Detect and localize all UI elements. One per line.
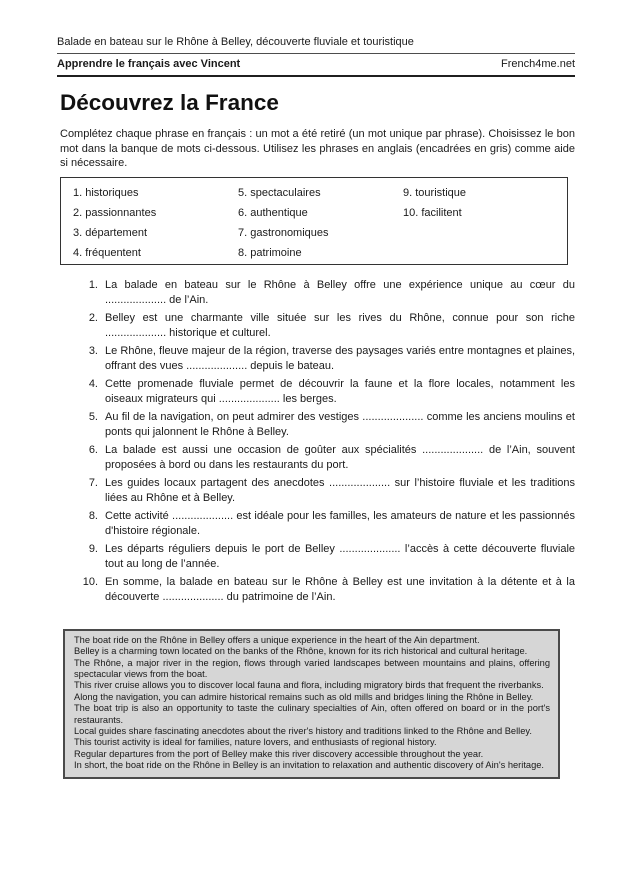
word-bank-item-number: 10. (403, 206, 419, 219)
word-bank-item (73, 187, 238, 199)
word-bank-item-number: 1. (73, 186, 83, 199)
exercise-item-text: En somme, la balade en bateau sur le Rhône à Belley est une invitation à la détente et à la découverte .................... du patrimoine de l’Ain. (105, 575, 575, 603)
header-divider-thick (57, 75, 575, 77)
brand-name: Apprendre le français avec Vincent (57, 58, 241, 70)
word-bank-item (73, 227, 238, 239)
exercise-item-number: 5. (88, 410, 98, 423)
exercise-item-text: Cette activité .................... est idéale pour les familles, les amateurs de nature et les passionnés d'histoire régionale. (105, 509, 575, 537)
exercise-item (78, 509, 575, 539)
exercise-item-number: 4. (88, 377, 98, 390)
word-bank-item-word: touristique (415, 186, 467, 199)
word-bank-item-word: authentique (250, 206, 308, 219)
word-bank-box (60, 177, 568, 265)
exercise-item-number: 9. (88, 542, 98, 555)
exercise-item-number: 1. (88, 278, 98, 291)
instructions-text: Complétez chaque phrase en français : un mot a été retiré (un mot unique par phrase). Choisissez le bon mot dans la banque de mots ci-dessous. Utilisez les phrases en anglais (encadrées en gris) comme aide si nécessaire. (60, 128, 575, 170)
translation-line: Regular departures from the port of Belley make this river discovery accessible throughout the year. (74, 748, 484, 759)
translation-line: The Rhône, a major river in the region, flows through varied landscapes between mountains and plains, offering spectacular views from the boat. (74, 657, 550, 679)
word-bank-item-number: 3. (73, 226, 83, 239)
translation-line: Belley is a charming town located on the banks of the Rhône, known for its rich historical and cultural heritage. (74, 646, 528, 657)
translation-line: This tourist activity is ideal for families, nature lovers, and enthusiasts of regional history. (74, 737, 437, 748)
exercise-item-number: 7. (88, 476, 98, 489)
exercise-item-number: 2. (88, 311, 98, 324)
exercise-item (78, 410, 575, 440)
word-bank-item-word: historiques (85, 186, 139, 199)
word-bank-item-word: fréquentent (85, 246, 141, 259)
exercise-item-text: La balade en bateau sur le Rhône à Belley offre une expérience unique au cœur du .................... de l’Ain. (105, 278, 575, 306)
exercise-item-number: 6. (88, 443, 98, 456)
word-bank-item (238, 227, 403, 239)
exercise-item (78, 542, 575, 572)
translation-line: This river cruise allows you to discover local fauna and flora, including migratory birds that frequent the riverbanks. (74, 680, 544, 691)
word-bank-item-number: 7. (238, 226, 248, 239)
word-bank-item-word: facilitent (421, 206, 462, 219)
word-bank-item-word: département (85, 226, 148, 239)
word-bank-item (238, 207, 403, 219)
exercise-item-text: Les guides locaux partagent des anecdotes .................... sur l’histoire fluviale et les traditions liées au Rhône et à Belley. (105, 476, 575, 504)
exercise-item-text: Au fil de la navigation, on peut admirer des vestiges .................... comme les anciens moulins et ponts qui jalonnent le Rhône à Belley. (105, 410, 575, 438)
exercise-item (78, 311, 575, 341)
exercise-list (78, 278, 575, 605)
word-bank-item-number: 5. (238, 186, 248, 199)
exercise-item-text: Les départs réguliers depuis le port de Belley .................... l’accès à cette découverte fluviale tout au long de l’année. (105, 542, 575, 570)
exercise-item (78, 278, 575, 308)
exercise-item (78, 443, 575, 473)
word-bank-item (238, 247, 403, 259)
word-bank-item-number: 6. (238, 206, 248, 219)
document-subject-line: Balade en bateau sur le Rhône à Belley, découverte fluviale et touristique (57, 36, 414, 48)
site-name: French4me.net (501, 58, 575, 70)
exercise-item (78, 476, 575, 506)
word-bank-item-number: 4. (73, 246, 83, 259)
word-bank-item-word: gastronomiques (250, 226, 329, 239)
exercise-item (78, 377, 575, 407)
exercise-item (78, 344, 575, 374)
translation-line: Local guides share fascinating anecdotes about the river's history and traditions linked to the Rhône and Belley. (74, 726, 532, 737)
translation-line: The boat ride on the Rhône in Belley offers a unique experience in the heart of the Ain department. (74, 634, 480, 645)
exercise-item-text: La balade est aussi une occasion de goûter aux spécialités .................... de l’Ain, souvent proposées à bord ou dans les restaurants du port. (105, 443, 575, 471)
exercise-item-number: 3. (88, 344, 98, 357)
word-bank-item (403, 187, 567, 199)
word-bank-item (403, 207, 567, 219)
word-bank-item-number: 8. (238, 246, 248, 259)
word-bank-item (238, 187, 403, 199)
translation-line: The boat trip is also an opportunity to taste the culinary specialties of Ain, often offered on board or in the port's restaurants. (74, 703, 550, 725)
exercise-item-number: 10. (82, 575, 98, 588)
exercise-item-text: Cette promenade fluviale permet de découvrir la faune et la flore locales, notamment les oiseaux migrateurs qui .................... les berges. (105, 377, 575, 405)
exercise-item-text: Le Rhône, fleuve majeur de la région, traverse des paysages variés entre montagnes et plaines, offrant des vues .................... depuis le bateau. (105, 344, 575, 372)
exercise-item-text: Belley est une charmante ville située sur les rives du Rhône, connue pour son riche .................... historique et culturel. (105, 311, 575, 339)
word-bank-item-word: passionnantes (85, 206, 157, 219)
page-title: Découvrez la France (60, 90, 279, 115)
word-bank-item-number: 2. (73, 206, 83, 219)
word-bank-item-number: 9. (403, 186, 413, 199)
word-bank-item (73, 207, 238, 219)
exercise-item (78, 575, 575, 605)
exercise-item-number: 8. (88, 509, 98, 522)
word-bank-item-word: spectaculaires (250, 186, 321, 199)
word-bank-item-word: patrimoine (250, 246, 302, 259)
translation-line: In short, the boat ride on the Rhône in Belley is an invitation to relaxation and authentic discovery of Ain's heritage. (74, 760, 545, 771)
translation-line: Along the navigation, you can admire historical remains such as old mills and bridges lining the Rhône in Belley. (74, 691, 534, 702)
brand-bar (57, 54, 575, 75)
word-bank-item (73, 247, 238, 259)
translation-box (63, 629, 560, 779)
